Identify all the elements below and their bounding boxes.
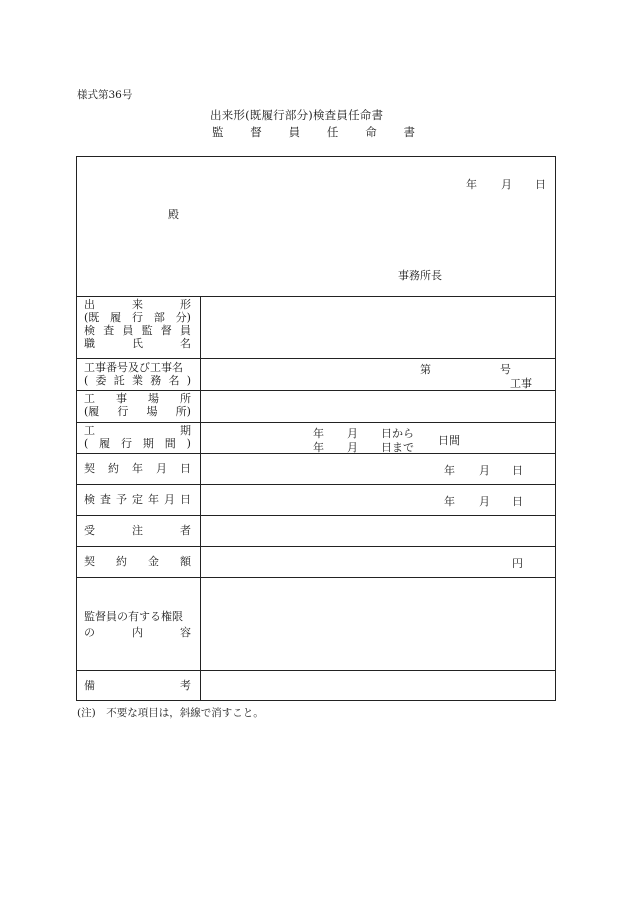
inspector-label: 出 来 形 (既 履 行 部 分) 検 査 員 監 督 員 職 氏 名 (84, 298, 191, 350)
footnote: (注) 不要な項目は，斜線で消すこと。 (77, 707, 264, 719)
inspection-date-day: 日 (512, 495, 523, 508)
project-label: 工事番号及び工事名 ( 委 託 業 務 名 ) (84, 361, 191, 387)
inspection-date-label: 検 査 予 定 年 月 日 (84, 493, 191, 506)
project-number-prefix: 第 (420, 363, 431, 376)
form-subtitle: 監 督 員 任 命 書 (212, 125, 415, 139)
remarks-label: 備 考 (84, 679, 191, 692)
contract-date-label: 契 約 年 月 日 (84, 462, 191, 475)
issuer-title: 事務所長 (398, 269, 442, 282)
contract-date-month: 月 (479, 464, 490, 477)
date-day: 日 (535, 178, 546, 191)
table-rule (76, 358, 556, 359)
table-rule (76, 546, 556, 547)
location-label: 工 事 場 所 (履 行 場 所) (84, 392, 191, 418)
period-from-year: 年 (313, 427, 324, 440)
date-month: 月 (501, 178, 512, 191)
date-year: 年 (466, 178, 477, 191)
period-to-month: 月 (347, 441, 358, 454)
period-label: 工 期 ( 履 行 期 間 ) (84, 424, 191, 450)
table-rule (76, 515, 556, 516)
form-number: 様式第36号 (77, 89, 133, 101)
period-days: 日間 (438, 434, 460, 447)
table-rule (76, 484, 556, 485)
table-rule (76, 577, 556, 578)
contract-date-year: 年 (444, 464, 455, 477)
period-from-day: 日から (381, 427, 414, 440)
period-from-month: 月 (347, 427, 358, 440)
table-rule (76, 390, 556, 391)
table-rule (76, 670, 556, 671)
contractor-label: 受 注 者 (84, 524, 191, 537)
period-to-day: 日まで (381, 441, 414, 454)
contract-date-day: 日 (512, 464, 523, 477)
project-number-suffix: 号 (500, 363, 511, 376)
addressee-suffix: 殿 (168, 208, 179, 221)
inspection-date-year: 年 (444, 495, 455, 508)
period-to-year: 年 (313, 441, 324, 454)
table-rule (76, 296, 556, 297)
amount-unit: 円 (512, 557, 523, 570)
inspection-date-month: 月 (479, 495, 490, 508)
form-title: 出来形(既履行部分)検査員任命書 (210, 108, 384, 122)
project-work-suffix: 工事 (510, 377, 532, 390)
authority-label: 監督員の有する権限 の 内 容 (84, 610, 191, 639)
amount-label: 契 約 金 額 (84, 555, 191, 568)
label-column-divider (200, 296, 201, 701)
table-rule (76, 422, 556, 423)
